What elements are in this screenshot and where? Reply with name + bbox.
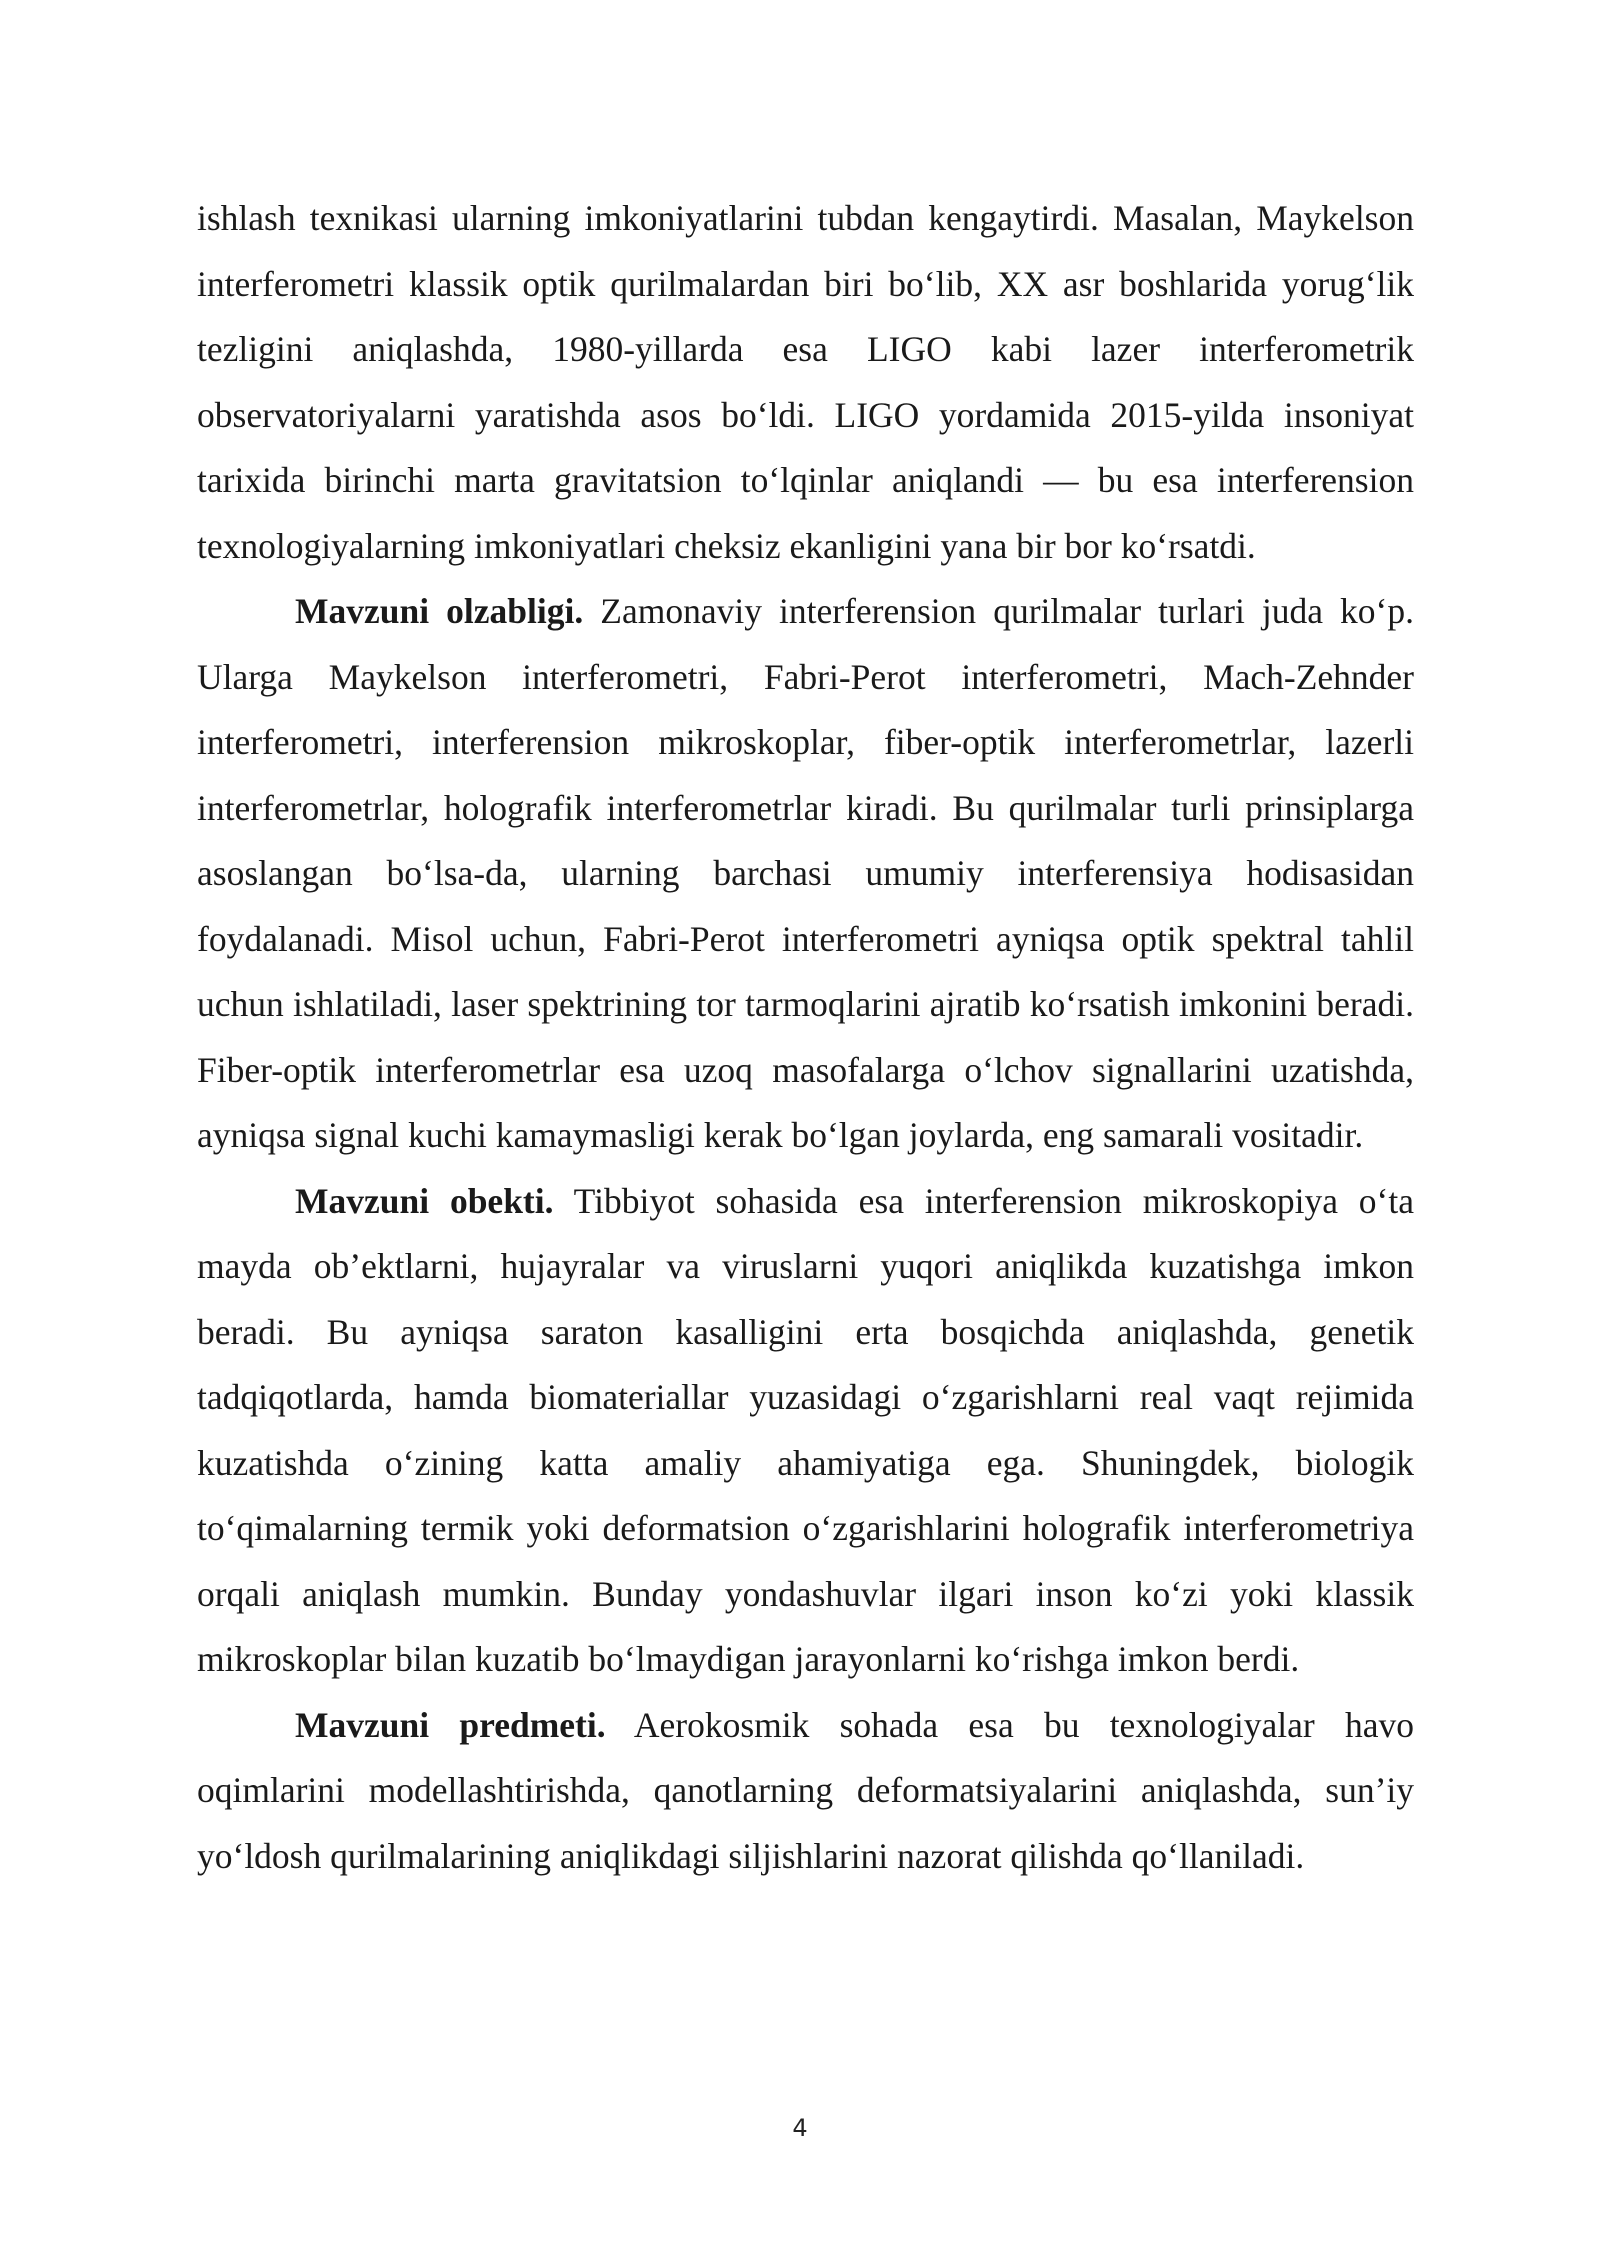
paragraph-relevance	[197, 579, 1414, 1169]
body-text	[197, 186, 1414, 1889]
paragraph-subject	[197, 1693, 1414, 1890]
section-heading-object: Mavzuni obekti.	[295, 1180, 554, 1221]
section-heading-relevance: Mavzuni olzabligi.	[295, 591, 584, 631]
paragraph-intro-continuation	[197, 186, 1414, 579]
page-number: 4	[792, 2114, 808, 2142]
paragraph-body: Zamonaviy interferension qurilmalar turlari juda ko‘p. Ularga Maykelson interferometri, Fabri-Perot interferometri, Mach-Zehnder interferometri, interferension mikroskoplar, fiber-optik interferometrlar, lazerli interferometrlar, holografik interferometrlar kiradi. Bu qurilmalar turli prinsiplarga asoslangan bo‘lsa-da, ularning barchasi umumiy interferensiya hodisasidan foydalanadi. Misol uchun, Fabri-Perot interferometri ayniqsa optik spektral tahlil uchun ishlatiladi, laser spektrining tor tarmoqlarini ajratib ko‘rsatish imkonini beradi. Fiber-optik interferometrlar esa uzoq masofalarga o‘lchov signallarini uzatishda, ayniqsa signal kuchi kamaymasligi kerak bo‘lgan joylarda, eng samarali vositadir.	[197, 591, 1414, 1155]
paragraph-body: ishlash texnikasi ularning imkoniyatlarini tubdan kengaytirdi. Masalan, Maykelson interferometri klassik optik qurilmalardan biri bo‘lib, XX asr boshlarida yorug‘lik tezligini aniqlashda, 1980-yillarda esa LIGO kabi lazer interferometrik observatoriyalarni yaratishda asos bo‘ldi. LIGO yordamida 2015-yilda insoniyat tarixida birinchi marta gravitatsion to‘lqinlar aniqlandi — bu esa interferension texnologiyalarning imkoniyatlari cheksiz ekanligini yana bir bor ko‘rsatdi.	[197, 198, 1414, 566]
paragraph-body: Aerokosmik sohada esa bu texnologiyalar havo oqimlarini modellashtirishda, qanotlarning deformatsiyalarini aniqlashda, sun’iy yo‘ldosh qurilmalarining aniqlikdagi siljishlarini nazorat qilishda qo‘llaniladi.	[197, 1704, 1414, 1876]
section-heading-subject: Mavzuni predmeti.	[295, 1704, 606, 1745]
paragraph-object	[197, 1169, 1414, 1693]
paragraph-body: Tibbiyot sohasida esa interferension mikroskopiya o‘ta mayda ob’ektlarni, hujayralar va viruslarni yuqori aniqlikda kuzatishga imkon beradi. Bu ayniqsa saraton kasalligini erta bosqichda aniqlashda, genetik tadqiqotlarda, hamda biomateriallar yuzasidagi o‘zgarishlarni real vaqt rejimida kuzatishda o‘zining katta amaliy ahamiyatiga ega. Shuningdek, biologik to‘qimalarning termik yoki deformatsion o‘zgarishlarini holografik interferometriya orqali aniqlash mumkin. Bunday yondashuvlar ilgari inson ko‘zi yoki klassik mikroskoplar bilan kuzatib bo‘lmaydigan jarayonlarni ko‘rishga imkon berdi.	[197, 1180, 1414, 1679]
